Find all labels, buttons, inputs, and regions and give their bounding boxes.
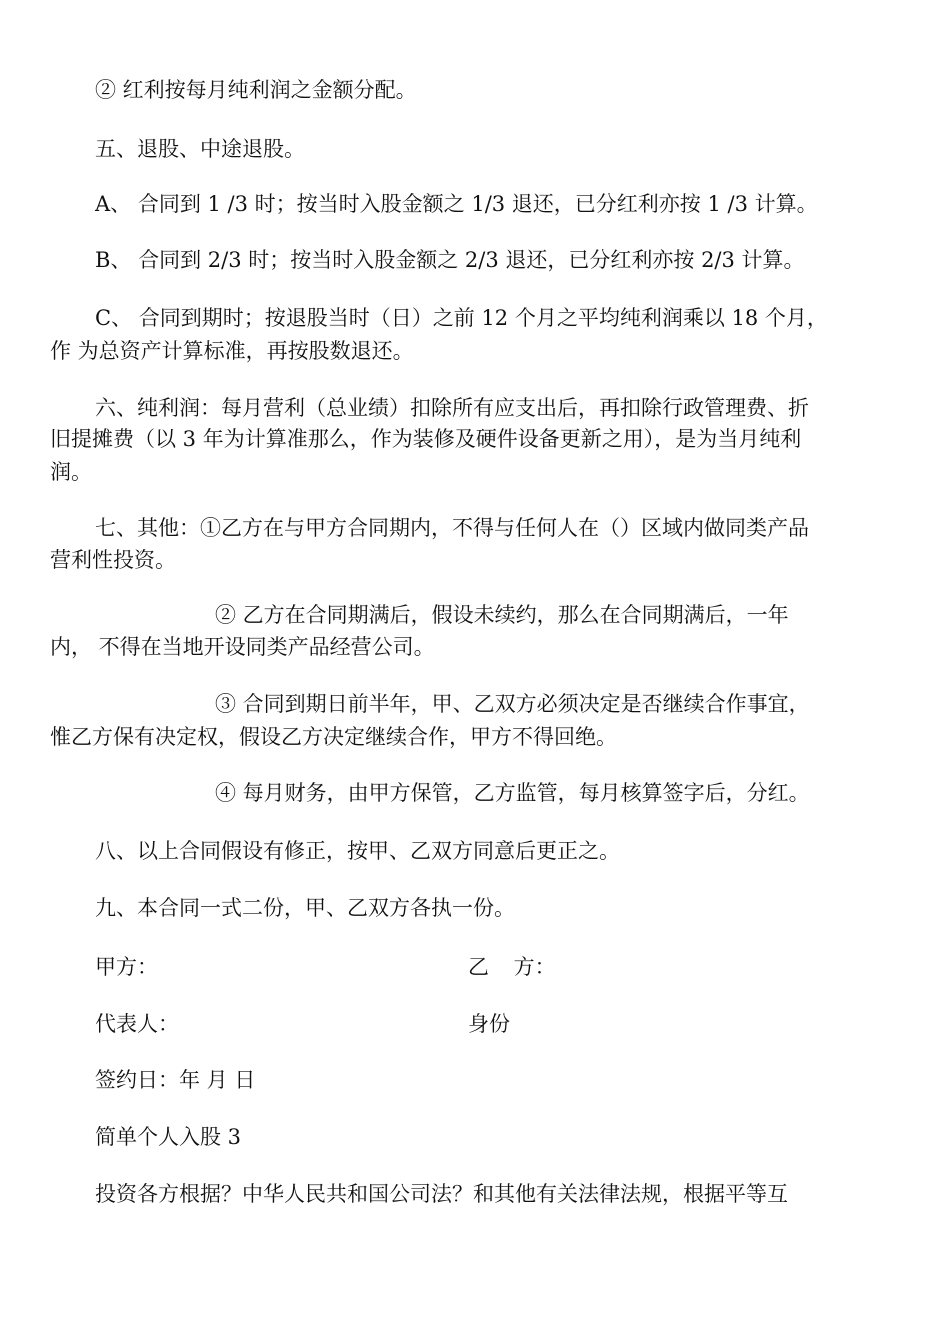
paragraph-line: 润。 [50, 460, 92, 484]
paragraph-line: ② 红利按每月纯利润之金额分配。 [95, 78, 417, 102]
section-heading: 六、纯利润：每月营利（总业绩）扣除所有应支出后，再扣除行政管理费、折 [95, 396, 809, 420]
sub-clause-2-continued: 内， 不得在当地开设同类产品经营公司。 [50, 635, 435, 659]
section-title: 简单个人入股 3 [95, 1125, 242, 1149]
sign-date-label: 签约日：年 月 日 [95, 1068, 256, 1092]
section-heading: 五、退股、中途退股。 [95, 137, 305, 161]
sub-clause-2: ② 乙方在合同期满后，假设未续约，那么在合同期满后，一年 [215, 603, 789, 627]
clause-c-continued: 作 为总资产计算标准，再按股数退还。 [50, 339, 414, 363]
clause-c: C、 合同到期时；按退股当时（日）之前 12 个月之平均纯利润乘以 18 个月， [95, 306, 828, 330]
paragraph-line: 投资各方根据？中华人民共和国公司法？和其他有关法律法规，根据平等互 [95, 1182, 788, 1206]
section-heading: 七、其他：①乙方在与甲方合同期内，不得与任何人在（）区域内做同类产品 [95, 516, 809, 540]
identity-label: 身份 [468, 1012, 510, 1036]
paragraph-line: 营利性投资。 [50, 548, 176, 572]
sub-clause-3: ③ 合同到期日前半年，甲、乙双方必须决定是否继续合作事宜， [215, 692, 810, 716]
sub-clause-3-continued: 惟乙方保有决定权，假设乙方决定继续合作，甲方不得回绝。 [50, 725, 617, 749]
paragraph-line: 旧提摊费（以 3 年为计算准那么，作为装修及硬件设备更新之用），是为当月纯利 [50, 427, 802, 451]
party-b-label: 乙 方： [468, 955, 556, 979]
section-heading: 八、以上合同假设有修正，按甲、乙双方同意后更正之。 [95, 839, 620, 863]
representative-label: 代表人： [95, 1012, 179, 1036]
clause-b: B、 合同到 2/3 时；按当时入股金额之 2/3 退还，已分红利亦按 2/3 计算。 [95, 248, 805, 272]
party-a-label: 甲方： [95, 955, 158, 979]
clause-a: A、 合同到 1 /3 时；按当时入股金额之 1/3 退还，已分红利亦按 1 /3 计算。 [95, 192, 818, 216]
section-heading: 九、本合同一式二份，甲、乙双方各执一份。 [95, 896, 515, 920]
sub-clause-4: ④ 每月财务，由甲方保管，乙方监管，每月核算签字后，分红。 [215, 781, 810, 805]
